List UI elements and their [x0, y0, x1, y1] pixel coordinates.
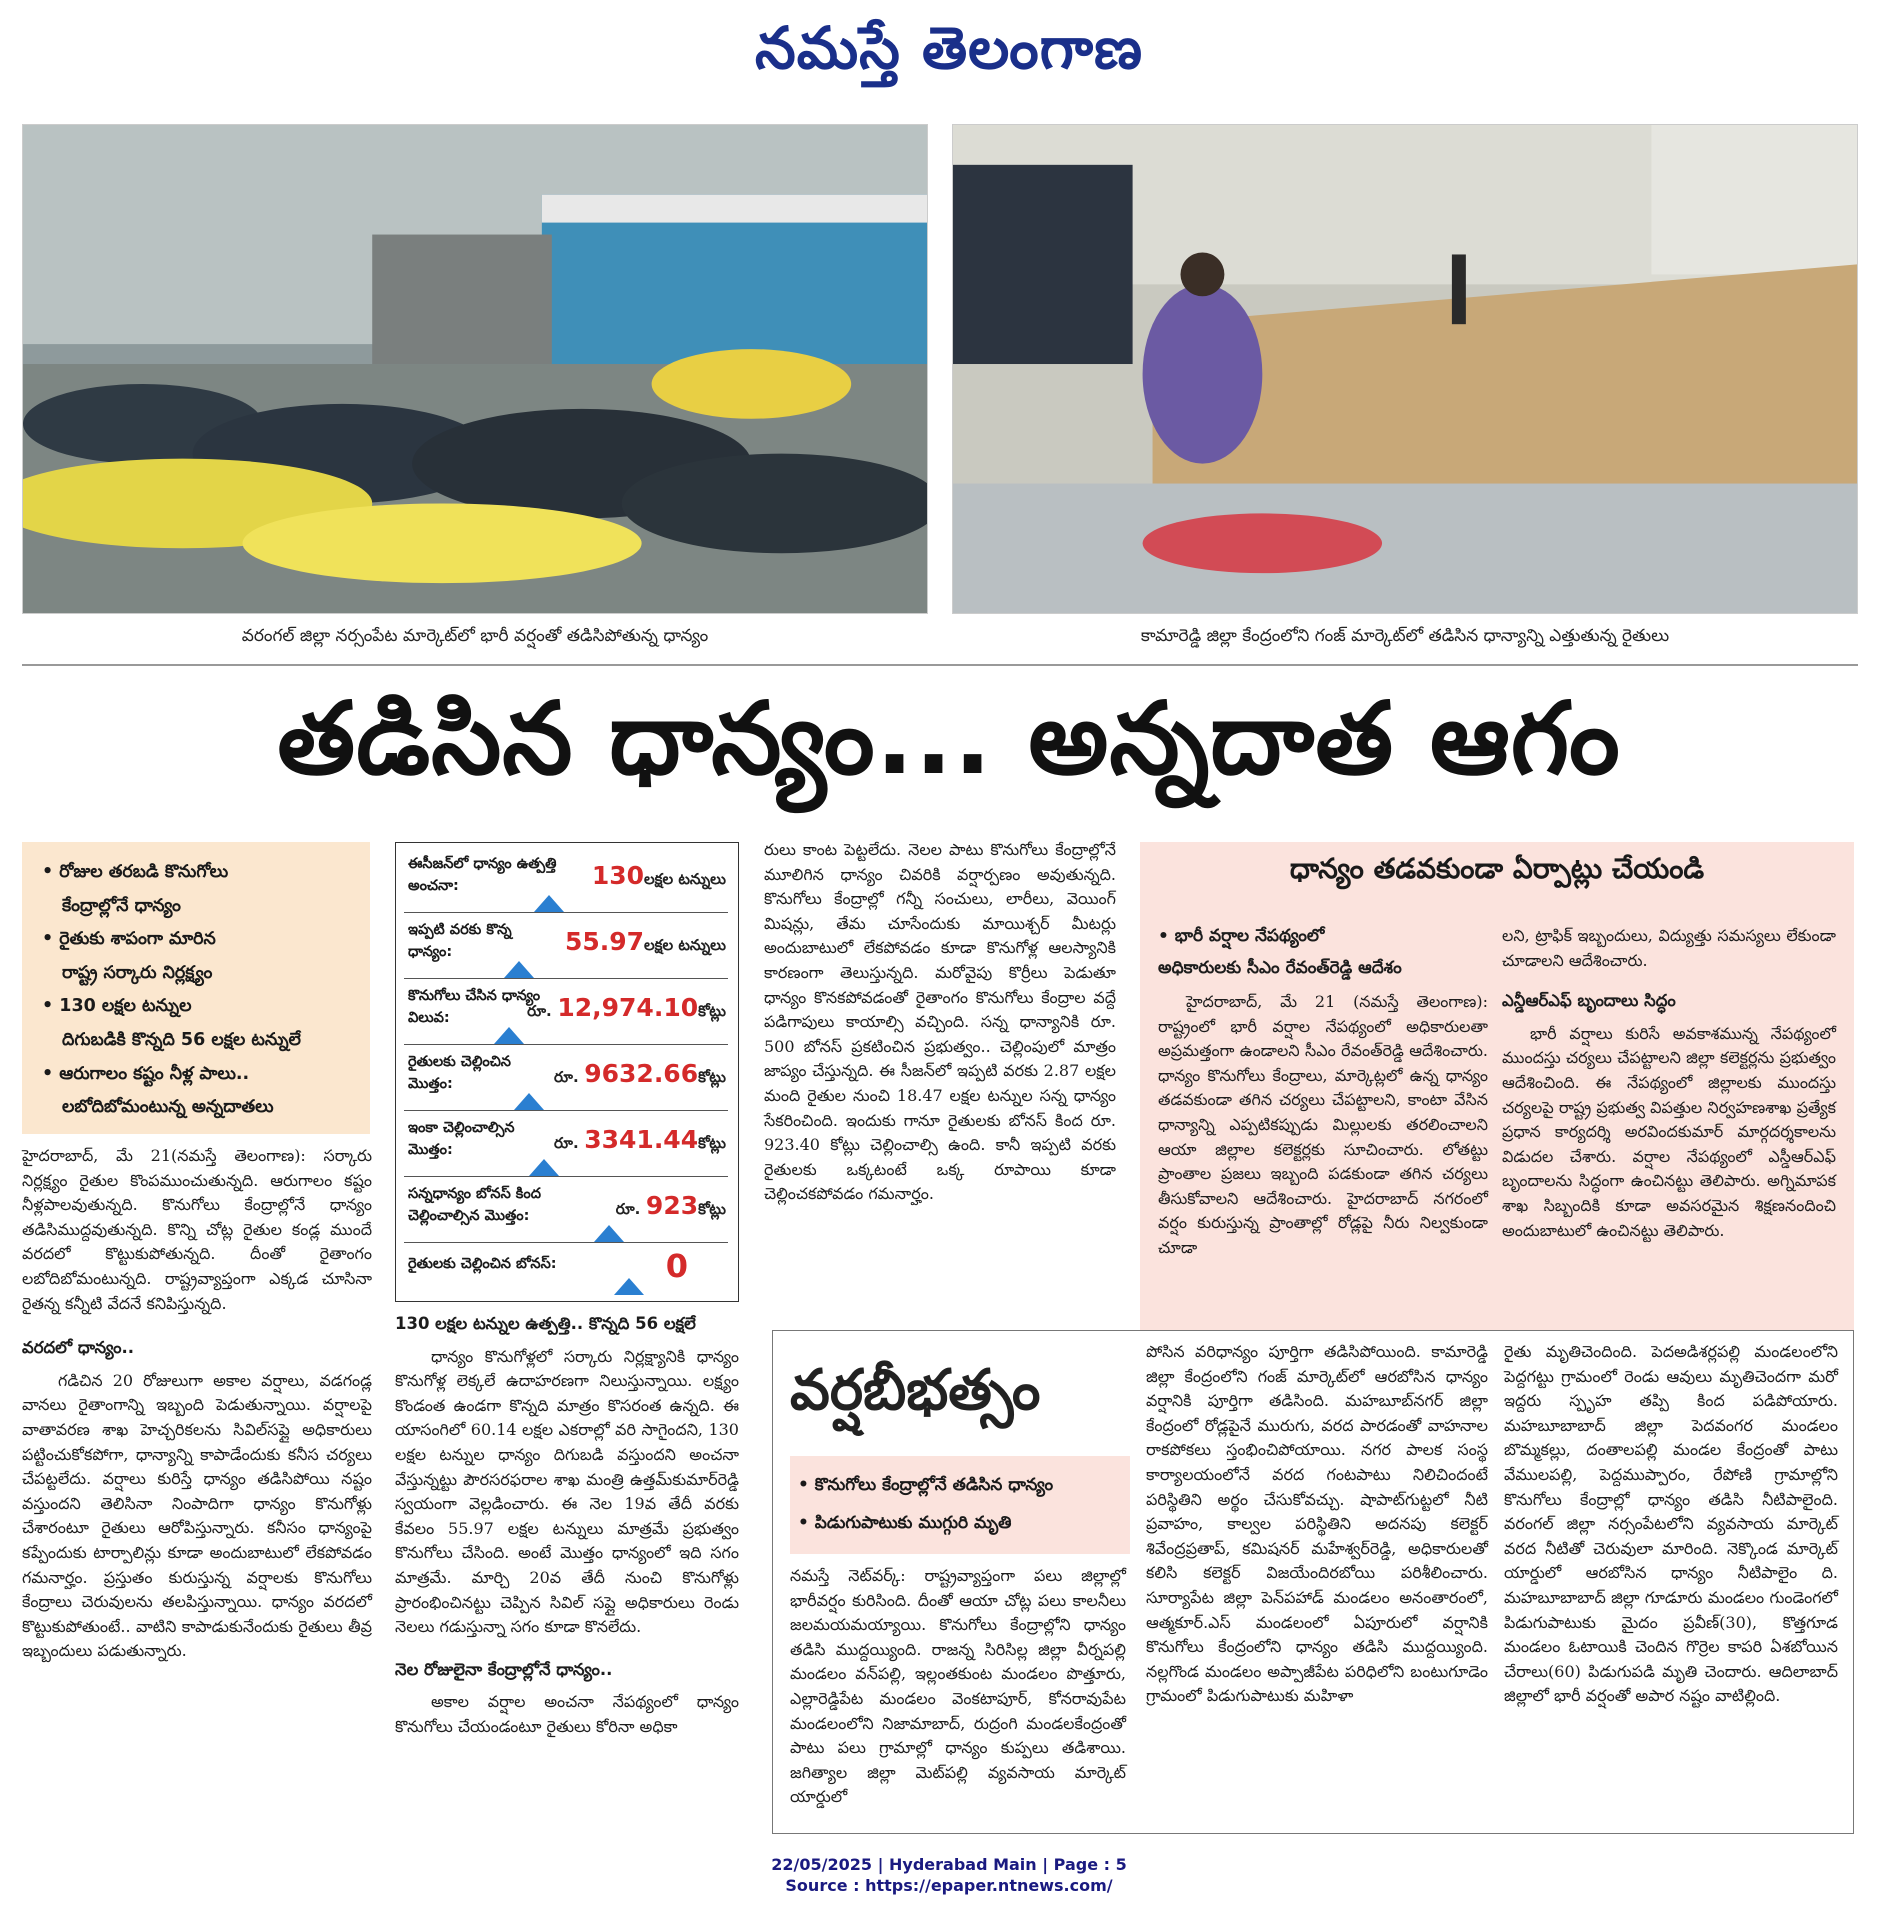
- photo-warangal-market: [22, 124, 928, 614]
- stat-label: కొనుగోలు చేసిన ధాన్యం విలువ:: [408, 988, 541, 1026]
- cm-order-bullet: అధికారులకు సీఎం రేవంత్‌రెడ్డి ఆదేశం: [1158, 958, 1402, 978]
- highlight-line: • రోజుల తరబడి కొనుగోలు: [42, 862, 229, 882]
- stat-value: రూ. 3341.44కోట్లు: [554, 1125, 726, 1154]
- highlight-line: లబోదిబోమంటున్న అన్నదాతలు: [62, 1097, 274, 1118]
- rain-havoc-title: వర్షబీభత్సం: [790, 1358, 1041, 1423]
- stat-label: ఇంకా చెల్లించాల్సిన మొత్తం:: [408, 1120, 515, 1158]
- article-subheading: వరదలో ధాన్యం..: [22, 1338, 135, 1358]
- footer-source: Source : https://epaper.ntnews.com/: [785, 1876, 1113, 1895]
- stat-value: 55.97లక్షల టన్నులు: [564, 927, 726, 956]
- rain-havoc-column-1: [790, 1564, 1126, 1810]
- stat-label: ఈసీజన్‌లో ధాన్యం ఉత్పత్తి అంచనా:: [408, 856, 557, 894]
- highlight-line: దిగుబడికి కొన్నది 56 లక్షల టన్నులే: [62, 1029, 301, 1050]
- cm-order-column-2: [1502, 924, 1836, 1243]
- stat-value: రూ. 923కోట్లు: [615, 1191, 726, 1220]
- stats-box: [395, 842, 739, 1302]
- rain-havoc-bullets: [790, 1456, 1130, 1554]
- stat-row: [404, 847, 728, 913]
- highlight-line: కేంద్రాల్లోనే ధాన్యం: [62, 895, 181, 916]
- triangle-icon: [504, 961, 534, 978]
- stat-value: రూ. 12,974.10కోట్లు: [527, 993, 726, 1022]
- cm-order-column-1: [1158, 920, 1488, 1261]
- cm-order-bullet: • భారీ వర్షాల నేపథ్యంలో: [1158, 926, 1325, 946]
- stat-label: రైతులకు చెల్లించిన బోనస్:: [408, 1256, 557, 1272]
- article-subheading: నెల రోజులైనా కేంద్రాల్లోనే ధాన్యం..: [395, 1659, 613, 1679]
- highlight-line: • 130 లక్షల టన్నుల: [42, 996, 192, 1017]
- stat-row: [404, 1243, 728, 1295]
- triangle-icon: [594, 1225, 624, 1242]
- rain-havoc-column-3: [1504, 1340, 1838, 1709]
- rain-havoc-bullet: • పిడుగుపాటుకు ముగ్గురి మృతి: [798, 1513, 1012, 1533]
- highlight-line: • ఆరుగాలం కష్టం నీళ్ల పాలు..: [42, 1063, 250, 1084]
- article-subheading: ఎన్డీఆర్‌ఎఫ్ బృందాలు సిద్ధం: [1502, 991, 1676, 1011]
- photo-caption-left: వరంగల్ జిల్లా నర్సంపేట మార్కెట్‌లో భారీ వర్షంతో తడిసిపోతున్న ధాన్యం: [241, 626, 709, 646]
- article-column-1: [22, 1144, 372, 1664]
- highlights-box: [22, 842, 370, 1134]
- cm-order-title: ధాన్యం తడవకుండా ఏర్పాట్లు చేయండి: [1289, 852, 1705, 885]
- stat-row: [404, 1177, 728, 1243]
- article-paragraph: ధాన్యం కొనుగోళ్లలో సర్కారు నిర్లక్ష్యానికి ధాన్యం కొనుగోళ్ల లెక్కలే ఉదాహరణగా నిలుస్తున్నాయి. లక్ష్యం కొండంత ఉండగా కొన్నది మాత్రం కొసరంత ఉన్నది. ఈ యాసంగిలో 60.14 లక్షల ఎకరాల్లో వరి సాగైందని, 130 లక్షల టన్నుల ధాన్యం దిగుబడి వస్తుందని అంచనా వేస్తున్నట్టు పౌరసరఫరాల శాఖ మంత్రి ఉత్తమ్‌కుమార్‌రెడ్డి స్వయంగా వెల్లడించారు. ఈ నెల 19వ తేదీ వరకు కేవలం 55.97 లక్షల టన్నులు మాత్రమే ప్రభుత్వం కొనుగోలు చేసింది. అంటే మొత్తం ధాన్యంలో ఇది సగం మాత్రమే. మార్చి 20వ తేదీ నుంచి కొనుగోళ్లు ప్రారంభించినట్టు చెప్పిన సివిల్ సప్లై అధికారులు రెండు నెలలు గడుస్తున్నా సగం కూడా కొనలేదు.: [395, 1346, 739, 1637]
- article-paragraph: నమస్తే నెట్‌వర్క్: రాష్ట్రవ్యాప్తంగా పలు జిల్లాల్లో భారీవర్షం కురిసింది. దీంతో ఆయా చోట్ల పలు కాలనీలు జలమయమయ్యాయి. కొనుగోలు కేంద్రాల్లోని ధాన్యం తడిసి ముద్దయ్యింది. రాజన్న సిరిసిల్ల జిల్లా వీర్నపల్లి మండలం వన్‌పల్లి, ఇల్లంతకుంట మండలం పొత్తూరు, ఎల్లారెడ్డిపేట మండలం వెంకటాపూర్, కోనరావుపేట మండలంలోని నిజామాబాద్, రుద్రంగి మండలకేంద్రంతో పాటు పలు గ్రామాల్లో ధాన్యం కుప్పలు తడిశాయి. జగిత్యాల జిల్లా మెట్‌పల్లి వ్యవసాయ మార్కెట్ యార్డులో: [790, 1566, 1126, 1807]
- highlight-line: • రైతుకు శాపంగా మారిన: [42, 929, 216, 950]
- stat-value: రూ. 9632.66కోట్లు: [554, 1059, 726, 1088]
- stat-label: రైతులకు చెల్లించిన మొత్తం:: [408, 1054, 511, 1092]
- article-paragraph: హైదరాబాద్, మే 21(నమస్తే తెలంగాణ): సర్కారు నిర్లక్ష్యం రైతుల కొంపముంచుతున్నది. ఆరుగాలం కష్టం నీళ్లపాలవుతున్నది. కొనుగోలు కేంద్రాల్లోనే ధాన్యం తడిసిముద్దవుతున్నది. కొన్ని చోట్ల రైతుల కండ్ల ముందే వరదలో కొట్టుకుపోతున్నది. దీంతో రైతాంగం లబోదిబోమంటున్నది. రాష్ట్రవ్యాప్తంగా ఎక్కడ చూసినా రైతన్న కన్నీటి వేదనే కనిపిస్తున్నది.: [22, 1146, 372, 1313]
- article-paragraph: లని, ట్రాఫిక్ ఇబ్బందులు, విద్యుత్తు సమస్యలు లేకుండా చూడాలని ఆదేశించారు.: [1502, 926, 1836, 970]
- footer-date-edition: 22/05/2025 | Hyderabad Main | Page : 5: [771, 1855, 1127, 1874]
- stat-row: [404, 979, 728, 1045]
- stat-value: 130లక్షల టన్నులు: [591, 861, 726, 890]
- article-paragraph: గడిచిన 20 రోజులుగా అకాల వర్షాలు, వడగండ్ల వానలు రైతాంగాన్ని ఇబ్బంది పెడుతున్నాయి. వర్షాలపై వాతావరణ శాఖ హెచ్చరికలను సివిల్‌సప్లై అధికారులు పట్టించుకోకపోగా, ధాన్యాన్ని కాపాడేందుకు కనీస చర్యలు చేపట్టలేదు. వర్షాలు కురిస్తే ధాన్యం తడిసిపోయి నష్టం వస్తుందని తెలిసినా నింపాదిగా ధాన్యం కొనుగోళ్లు చేశారంటూ రైతులు ఆరోపిస్తున్నారు. కనీసం ధాన్యంపై కప్పేందుకు టార్పాలిన్లు కూడా అందుబాటులో లేకపోవడం గమనార్హం. ప్రస్తుతం కురుస్తున్న వర్షాలకు కొనుగోలు కేంద్రాలు చెరువులను తలపిస్తున్నాయి. ధాన్యం వరదలో కొట్టుకుపోతుంటే.. వాటిని కాపాడుకునేందుకు రైతులు తీవ్ర ఇబ్బందులు పడుతున్నారు.: [22, 1370, 372, 1661]
- article-paragraph: అకాల వర్షాల అంచనా నేపథ్యంలో ధాన్యం కొనుగోలు చేయండంటూ రైతులు కోరినా అధికా: [395, 1692, 739, 1736]
- article-paragraph: రైతు మృతిచెందింది. పెదఅడిశర్లపల్లి మండలంలోని పెద్దగట్టు గ్రామంలో రెండు ఆవులు మృతిచెందగా మరో ఇద్దరు స్పృహ తప్పి కింద పడిపోయారు. మహబూబాబాద్ జిల్లా పెదవంగర మండలం బొమ్మకల్లు, దంతాలపల్లి మండల కేంద్రంతో పాటు వేములపల్లి, పెద్దముప్పారం, రేపోణి గ్రామాల్లోని కొనుగోలు కేంద్రాల్లో ధాన్యం తడిసి నీటిపాలైంది. వరంగల్ జిల్లా నర్సంపేటలోని వ్యవసాయ మార్కెట్ వరద నీటితో చెరువులా మారింది. నెక్కొండ మార్కెట్ యార్డులో ఆరబోసిన ధాన్యం నీటిపాలైం ది. మహబూబాబాద్ జిల్లా గూడూరు మండలం గుండెంగలో పిడుగుపాటుకు మైదం ప్రవీణ్(30), కొత్తగూడ మండలం ఓటాయికి చెందిన గొర్రెల కాపరి ఏశబోయిన చేరాలు(60) పిడుగుపడి మృతి చెందారు. ఆదిలాబాద్ జిల్లాలో భారీ వర్షంతో అపార నష్టం వాటిల్లింది.: [1504, 1342, 1838, 1706]
- stat-label: ఇప్పటి వరకు కొన్న ధాన్యం:: [408, 922, 512, 960]
- stat-row: [404, 913, 728, 979]
- stat-row: [404, 1045, 728, 1111]
- triangle-icon: [534, 895, 564, 912]
- divider-rule: [22, 664, 1858, 666]
- rain-havoc-bullet: • కొనుగోలు కేంద్రాల్లోనే తడిసిన ధాన్యం: [798, 1475, 1054, 1495]
- article-paragraph: రులు కాంట పెట్టలేదు. నెలల పాటు కొనుగోలు కేంద్రాల్లోనే మూలిగిన ధాన్యం చివరికి వర్షార్పణం అవుతున్నది. కొనుగోలు కేంద్రాల్లో గన్నీ సంచులు, లారీలు, వెయింగ్ మిషన్లు, తేమ చూసేందుకు మాయిశ్చర్ మీటర్లు అందుబాటులో లేకపోవడం కూడా కొనుగోళ్ల ఆలస్యానికి కారణంగా తెలుస్తున్నది. మరోవైపు కొర్రీలు పెడుతూ ధాన్యం కొనకపోవడంతో రైతాంగం కొనుగోలు కేంద్రాల వద్దే పడిగాపులు కాయాల్సి వచ్చింది. సన్న ధాన్యానికి రూ. 500 బోనస్ ప్రకటించిన ప్రభుత్వం.. చెల్లింపులో మాత్రం జాప్యం చేస్తున్నది. ఈ సీజన్‌లో ఇప్పటి వరకు 2.87 లక్షల మంది రైతుల నుంచి 18.47 లక్షల టన్నుల సన్న ధాన్యం సేకరించింది. ఇందుకు గానూ రైతులకు బోనస్ కింద రూ. 923.40 కోట్లు చెల్లించాల్సి ఉంది. కానీ ఇప్పటి వరకు రైతులకు ఒక్కటంటే ఒక్క రూపాయి కూడా చెల్లించకపోవడం గమనార్హం.: [764, 840, 1116, 1204]
- photo-kamareddy-market: [952, 124, 1858, 614]
- triangle-icon: [494, 1027, 524, 1044]
- rain-havoc-column-2: [1146, 1340, 1488, 1709]
- triangle-icon: [514, 1093, 544, 1110]
- triangle-icon: [529, 1159, 559, 1176]
- article-subheading: 130 లక్షల టన్నుల ఉత్పత్తి.. కొన్నది 56 లక్షలే: [395, 1314, 696, 1333]
- article-paragraph: హైదరాబాద్, మే 21 (నమస్తే తెలంగాణ): రాష్ట్రంలో భారీ వర్షాల నేపథ్యంలో అధికారులతా అప్రమత్తంగా ఉండాలని సీఎం రేవంత్‌రెడ్డి ఆదేశించారు. ధాన్యం కొనుగోలు కేంద్రాలు, మార్కెట్లలో ఉన్న ధాన్యం తడవకుండా తగిన చర్యలు చేపట్టాలని, కాంటా వేసిన ధాన్యాన్ని ఎప్పటికప్పుడు మిల్లులకు తరలించాలని ఆయా జిల్లాల కలెక్టర్లకు సూచించారు. లోతట్టు ప్రాంతాల ప్రజలు ఇబ్బంది పడకుండా తగిన చర్యలు తీసుకోవాలని ఆదేశించారు. హైదరాబాద్ నగరంలో వర్షం కురుస్తున్న ప్రాంతాల్లో రోడ్లపై నీరు నిల్వకుండా చూడా: [1158, 992, 1488, 1257]
- article-paragraph: పోసిన వరిధాన్యం పూర్తిగా తడిసిపోయింది. కామారెడ్డి జిల్లా కేంద్రంలోని గంజ్ మార్కెట్‌లో ఆరబోసిన ధాన్యం వర్షానికి పూర్తిగా తడిసింది. మహబూబ్‌నగర్ జిల్లా కేంద్రంలో రోడ్లపైనే మురుగు, వరద పారడంతో వాహనాల రాకపోకలు స్తంభించిపోయాయి. నగర పాలక సంస్థ కార్యాలయంలోనే వరద గంటపాటు నిలిచిందంటే పరిస్థితిని అర్థం చేసుకోవచ్చు. షాపాట్‌గుట్టలో నీటి ప్రవాహం, కాల్వల పరిస్థితిని అదనపు కలెక్టర్ శివేంద్రప్రతాప్, కమిషనర్ మహేశ్వర్‌రెడ్డి, అధికారులతో కలిసి కలెక్టర్ విజయేందిరబోయి పరిశీలించారు. సూర్యాపేట జిల్లా పెన్‌పహాడ్ మండలం అనంతారంలో, ఆత్మకూర్.ఎస్ మండలంలో ఏపూరులో వర్షానికి కొనుగోలు కేంద్రంలోని ధాన్యం తడిసి ముద్దయ్యింది. నల్లగొండ మండలం అప్పాజీపేట పరిధిలోని బంటుగూడెం గ్రామంలో పిడుగుపాటుకు మహిళా: [1146, 1342, 1488, 1706]
- article-column-2: [395, 1312, 739, 1740]
- article-paragraph: భారీ వర్షాలు కురిసే అవకాశమున్న నేపథ్యంలో ముందస్తు చర్యలు చేపట్టాలని జిల్లా కలెక్టర్లను ప్రభుత్వం ఆదేశించింది. ఈ నేపథ్యంలో జిల్లాలకు ముందస్తు చర్యలపై రాష్ట్ర ప్రభుత్వ విపత్తుల నిర్వహణశాఖ ప్రత్యేక ప్రధాన కార్యదర్శి అరవిందకుమార్ మార్గదర్శకాలను విడుదల చేశారు. వర్షాల నేపథ్యంలో ఎస్డీఆర్‌ఎఫ్ బృందాలను సిద్ధంగా ఉంచినట్టు తెలిపారు. అగ్నిమాపక శాఖ సిబ్బందికి కూడా అవసరమైన శిక్షణనందించి అందుబాటులో ఉంచినట్టు తెలిపారు.: [1502, 1023, 1836, 1240]
- photo-caption-right: కామారెడ్డి జిల్లా కేంద్రంలోని గంజ్ మార్కెట్‌లో తడిసిన ధాన్యాన్ని ఎత్తుతున్న రైతులు: [1140, 626, 1670, 646]
- headline: తడిసిన ధాన్యం... అన్నదాత ఆగం: [277, 680, 1621, 797]
- masthead-logo: నమస్తే తెలంగాణ: [755, 14, 1143, 82]
- stat-row: [404, 1111, 728, 1177]
- stat-label: సన్నధాన్యం బోనస్ కింద చెల్లించాల్సిన మొత్తం:: [408, 1186, 541, 1224]
- triangle-icon: [614, 1278, 644, 1295]
- stat-value: 0: [665, 1247, 688, 1285]
- article-column-3: [764, 838, 1116, 1207]
- highlight-line: రాష్ట్ర సర్కారు నిర్లక్ష్యం: [62, 962, 213, 983]
